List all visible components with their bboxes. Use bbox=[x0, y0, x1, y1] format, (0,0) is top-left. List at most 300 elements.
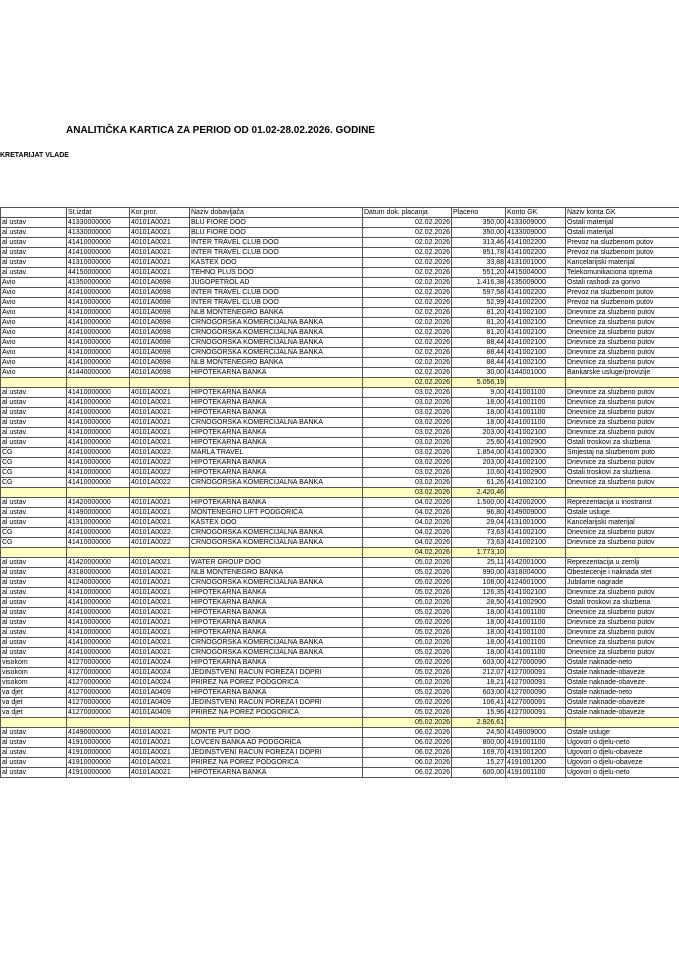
col-izdat-cell: 41270000000 bbox=[67, 668, 130, 678]
col-placeno-cell: 600,00 bbox=[452, 768, 506, 778]
col-program-cell: visokom bbox=[1, 668, 67, 678]
col-izdat-cell: 41410000000 bbox=[67, 608, 130, 618]
col-izdat-cell bbox=[67, 378, 130, 388]
table-body bbox=[1, 218, 679, 778]
col-program-cell: al ustav bbox=[1, 498, 67, 508]
col-izdat-cell: 41410000000 bbox=[67, 618, 130, 628]
col-izdat-cell: 41270000000 bbox=[67, 708, 130, 718]
col-korisnik-cell: 40101A0021 bbox=[130, 568, 190, 578]
col-konto-cell: 4144001000 bbox=[506, 368, 566, 378]
col-naziv-konta-cell: Ostale naknade-obaveze bbox=[566, 708, 679, 718]
col-placeno-cell: 18,00 bbox=[452, 638, 506, 648]
col-izdat-cell: 41270000000 bbox=[67, 678, 130, 688]
col-konto-cell: 4141002100 bbox=[506, 428, 566, 438]
col-dobavljac-cell: HIPOTEKARNA BANKA bbox=[190, 688, 363, 698]
header-col-dobavljac: Naziv dobavljača bbox=[190, 208, 363, 218]
col-izdat-cell: 41410000000 bbox=[67, 328, 130, 338]
col-placeno-cell: 33,88 bbox=[452, 258, 506, 268]
col-datum-cell: 03.02.2026 bbox=[363, 488, 452, 498]
col-dobavljac-cell: TEHNO PLUS DOO bbox=[190, 268, 363, 278]
col-dobavljac-cell: CRNOGORSKA KOMERCIJALNA BANKA bbox=[190, 538, 363, 548]
col-dobavljac-cell: MONTE PUT DOO bbox=[190, 728, 363, 738]
col-program-cell: al ustav bbox=[1, 398, 67, 408]
col-korisnik-cell: 40101A0022 bbox=[130, 538, 190, 548]
col-program-cell: CG bbox=[1, 458, 67, 468]
col-izdat-cell: 41410000000 bbox=[67, 528, 130, 538]
col-program-cell: Avio bbox=[1, 288, 67, 298]
col-program-cell bbox=[1, 548, 67, 558]
col-datum-cell: 04.02.2026 bbox=[363, 538, 452, 548]
col-datum-cell: 05.02.2026 bbox=[363, 708, 452, 718]
col-naziv-konta-cell: Dnevnice za sluzbeno putov bbox=[566, 358, 679, 368]
col-program-cell: al ustav bbox=[1, 638, 67, 648]
col-korisnik-cell: 40101A0021 bbox=[130, 578, 190, 588]
col-program-cell: Avio bbox=[1, 278, 67, 288]
col-konto-cell: 4127000090 bbox=[506, 658, 566, 668]
col-konto-cell: 4318004000 bbox=[506, 568, 566, 578]
col-korisnik-cell: 40101A0021 bbox=[130, 748, 190, 758]
col-placeno-cell: 18,00 bbox=[452, 398, 506, 408]
col-konto-cell: 4141002100 bbox=[506, 338, 566, 348]
col-konto-cell: 4149009000 bbox=[506, 508, 566, 518]
col-izdat-cell: 41910000000 bbox=[67, 758, 130, 768]
col-datum-cell: 02.02.2026 bbox=[363, 248, 452, 258]
col-korisnik-cell: 40101A0021 bbox=[130, 738, 190, 748]
col-datum-cell: 05.02.2026 bbox=[363, 578, 452, 588]
col-datum-cell: 02.02.2026 bbox=[363, 268, 452, 278]
col-program-cell: al ustav bbox=[1, 578, 67, 588]
col-datum-cell: 05.02.2026 bbox=[363, 668, 452, 678]
col-dobavljac-cell: HIPOTEKARNA BANKA bbox=[190, 408, 363, 418]
col-naziv-konta-cell bbox=[566, 548, 679, 558]
col-naziv-konta-cell bbox=[566, 718, 679, 728]
col-datum-cell: 03.02.2026 bbox=[363, 408, 452, 418]
col-placeno-cell: 1.854,00 bbox=[452, 448, 506, 458]
subtotal-row bbox=[1, 718, 679, 728]
col-dobavljac-cell: CRNOGORSKA KOMERCIJALNA BANKA bbox=[190, 418, 363, 428]
col-program-cell: al ustav bbox=[1, 728, 67, 738]
col-program-cell: al ustav bbox=[1, 408, 67, 418]
col-datum-cell: 02.02.2026 bbox=[363, 378, 452, 388]
col-izdat-cell: 41410000000 bbox=[67, 588, 130, 598]
col-korisnik-cell bbox=[130, 488, 190, 498]
col-korisnik-cell: 40101A0021 bbox=[130, 628, 190, 638]
col-program-cell: al ustav bbox=[1, 568, 67, 578]
col-izdat-cell: 43180000000 bbox=[67, 568, 130, 578]
col-konto-cell bbox=[506, 488, 566, 498]
col-naziv-konta-cell: Bankarske usluge/provizije bbox=[566, 368, 679, 378]
table-row bbox=[1, 218, 679, 228]
col-konto-cell: 4141002200 bbox=[506, 238, 566, 248]
col-dobavljac-cell: JEDINSTVENI RACUN POREZA I DOPRI bbox=[190, 698, 363, 708]
col-izdat-cell: 44150000000 bbox=[67, 268, 130, 278]
col-dobavljac-cell: CRNOGORSKA KOMERCIJALNA BANKA bbox=[190, 318, 363, 328]
col-placeno-cell: 96,80 bbox=[452, 508, 506, 518]
col-placeno-cell: 25,11 bbox=[452, 558, 506, 568]
table-row bbox=[1, 438, 679, 448]
col-korisnik-cell: 40101A0021 bbox=[130, 558, 190, 568]
col-izdat-cell: 41270000000 bbox=[67, 658, 130, 668]
col-korisnik-cell: 40101A0021 bbox=[130, 638, 190, 648]
col-dobavljac-cell: PRIREZ NA POREZ PODGORICA bbox=[190, 678, 363, 688]
col-naziv-konta-cell: Dnevnice za sluzbeno putov bbox=[566, 328, 679, 338]
table-row bbox=[1, 608, 679, 618]
col-datum-cell: 04.02.2026 bbox=[363, 518, 452, 528]
col-korisnik-cell: 40101A0698 bbox=[130, 328, 190, 338]
col-dobavljac-cell: INTER TRAVEL CLUB DOO bbox=[190, 288, 363, 298]
col-placeno-cell: 5.056,19 bbox=[452, 378, 506, 388]
col-izdat-cell: 41410000000 bbox=[67, 398, 130, 408]
table-row bbox=[1, 298, 679, 308]
col-datum-cell: 02.02.2026 bbox=[363, 308, 452, 318]
col-konto-cell: 4141002900 bbox=[506, 438, 566, 448]
table-row bbox=[1, 388, 679, 398]
col-dobavljac-cell: JUGOPETROL AD bbox=[190, 278, 363, 288]
col-izdat-cell: 41490000000 bbox=[67, 728, 130, 738]
col-korisnik-cell: 40101A0021 bbox=[130, 238, 190, 248]
col-konto-cell: 4141001100 bbox=[506, 388, 566, 398]
col-dobavljac-cell: CRNOGORSKA KOMERCIJALNA BANKA bbox=[190, 648, 363, 658]
table-row bbox=[1, 708, 679, 718]
col-placeno-cell: 603,00 bbox=[452, 688, 506, 698]
col-dobavljac-cell: HIPOTEKARNA BANKA bbox=[190, 588, 363, 598]
col-naziv-konta-cell: Reprezentacija u zemlji bbox=[566, 558, 679, 568]
col-korisnik-cell: 40101A0021 bbox=[130, 398, 190, 408]
col-korisnik-cell: 40101A0698 bbox=[130, 288, 190, 298]
col-dobavljac-cell: HIPOTEKARNA BANKA bbox=[190, 608, 363, 618]
col-izdat-cell: 41420000000 bbox=[67, 498, 130, 508]
col-program-cell: Avio bbox=[1, 368, 67, 378]
table-row bbox=[1, 478, 679, 488]
col-placeno-cell: 30,00 bbox=[452, 368, 506, 378]
col-naziv-konta-cell: Ostale naknade-obaveze bbox=[566, 698, 679, 708]
col-konto-cell: 4141002100 bbox=[506, 588, 566, 598]
table-row bbox=[1, 448, 679, 458]
col-konto-cell: 4142001000 bbox=[506, 558, 566, 568]
col-naziv-konta-cell: Prevoz na sluzbenom putov bbox=[566, 288, 679, 298]
col-konto-cell: 4133009000 bbox=[506, 218, 566, 228]
table-row bbox=[1, 538, 679, 548]
col-naziv-konta-cell: Ugovori o djelu-neto bbox=[566, 738, 679, 748]
col-datum-cell: 05.02.2026 bbox=[363, 688, 452, 698]
subtotal-row bbox=[1, 548, 679, 558]
col-program-cell: Avio bbox=[1, 298, 67, 308]
col-konto-cell: 4135009000 bbox=[506, 278, 566, 288]
col-placeno-cell: 2.926,61 bbox=[452, 718, 506, 728]
ledger-table bbox=[0, 207, 679, 778]
col-konto-cell: 4191001200 bbox=[506, 758, 566, 768]
col-korisnik-cell: 40101A0698 bbox=[130, 278, 190, 288]
table-row bbox=[1, 288, 679, 298]
col-korisnik-cell: 40101A0021 bbox=[130, 768, 190, 778]
col-izdat-cell: 41410000000 bbox=[67, 628, 130, 638]
col-program-cell: visokom bbox=[1, 658, 67, 668]
col-naziv-konta-cell: Kancelarijski materijal bbox=[566, 258, 679, 268]
col-korisnik-cell: 40101A0021 bbox=[130, 728, 190, 738]
col-korisnik-cell: 40101A0409 bbox=[130, 688, 190, 698]
col-izdat-cell: 41410000000 bbox=[67, 638, 130, 648]
col-dobavljac-cell: CRNOGORSKA KOMERCIJALNA BANKA bbox=[190, 578, 363, 588]
col-korisnik-cell: 40101A0021 bbox=[130, 598, 190, 608]
col-konto-cell: 4131001000 bbox=[506, 518, 566, 528]
col-konto-cell: 4127000091 bbox=[506, 668, 566, 678]
col-korisnik-cell: 40101A0021 bbox=[130, 388, 190, 398]
col-konto-cell: 4141001100 bbox=[506, 608, 566, 618]
col-placeno-cell: 800,00 bbox=[452, 738, 506, 748]
table-row bbox=[1, 698, 679, 708]
col-placeno-cell: 15,96 bbox=[452, 708, 506, 718]
col-datum-cell: 02.02.2026 bbox=[363, 288, 452, 298]
col-placeno-cell: 73,63 bbox=[452, 528, 506, 538]
table-row bbox=[1, 328, 679, 338]
col-korisnik-cell: 40101A0698 bbox=[130, 338, 190, 348]
col-korisnik-cell bbox=[130, 378, 190, 388]
col-korisnik-cell: 40101A0021 bbox=[130, 248, 190, 258]
table-row bbox=[1, 558, 679, 568]
col-naziv-konta-cell: Ostale usluge bbox=[566, 728, 679, 738]
table-row bbox=[1, 498, 679, 508]
col-placeno-cell: 603,00 bbox=[452, 658, 506, 668]
col-konto-cell: 4141002100 bbox=[506, 318, 566, 328]
col-datum-cell: 05.02.2026 bbox=[363, 718, 452, 728]
table-row bbox=[1, 748, 679, 758]
col-dobavljac-cell: MARLA TRAVEL bbox=[190, 448, 363, 458]
col-dobavljac-cell: JEDINSTVENI RACUN POREZA I DOPRI bbox=[190, 668, 363, 678]
col-program-cell: al ustav bbox=[1, 588, 67, 598]
col-program-cell: va djet bbox=[1, 688, 67, 698]
table-row bbox=[1, 568, 679, 578]
col-naziv-konta-cell: Dnevnice za sluzbeno putov bbox=[566, 648, 679, 658]
col-naziv-konta-cell: Dnevnice za sluzbeno putov bbox=[566, 398, 679, 408]
col-naziv-konta-cell: Kancelarijski materijal bbox=[566, 518, 679, 528]
col-korisnik-cell: 40101A0021 bbox=[130, 438, 190, 448]
report-subtitle: KRETARIJAT VLADE bbox=[0, 152, 69, 159]
report-title: ANALITIČKA KARTICA ZA PERIOD OD 01.02-28.02.2026. GODINE bbox=[66, 125, 375, 136]
col-izdat-cell: 41410000000 bbox=[67, 648, 130, 658]
col-dobavljac-cell: WATER GROUP DOO bbox=[190, 558, 363, 568]
col-konto-cell: 4415004000 bbox=[506, 268, 566, 278]
col-placeno-cell: 851,78 bbox=[452, 248, 506, 258]
col-dobavljac-cell: KASTEX DOO bbox=[190, 518, 363, 528]
table-row bbox=[1, 578, 679, 588]
table-row bbox=[1, 238, 679, 248]
col-naziv-konta-cell: Telekomunikaciona oprema bbox=[566, 268, 679, 278]
header-col-datum: Datum dok. placanja bbox=[363, 208, 452, 218]
col-izdat-cell: 41410000000 bbox=[67, 438, 130, 448]
col-datum-cell: 05.02.2026 bbox=[363, 648, 452, 658]
col-naziv-konta-cell: Ugovori o djelu-obaveze bbox=[566, 748, 679, 758]
col-datum-cell: 05.02.2026 bbox=[363, 568, 452, 578]
col-izdat-cell bbox=[67, 548, 130, 558]
col-naziv-konta-cell: Ostale naknade-neto bbox=[566, 658, 679, 668]
col-program-cell: al ustav bbox=[1, 768, 67, 778]
col-konto-cell: 4141001100 bbox=[506, 638, 566, 648]
col-datum-cell: 02.02.2026 bbox=[363, 228, 452, 238]
col-datum-cell: 03.02.2026 bbox=[363, 428, 452, 438]
col-datum-cell: 03.02.2026 bbox=[363, 468, 452, 478]
col-dobavljac-cell: MONTENEGRO LIFT PODGORICA bbox=[190, 508, 363, 518]
col-program-cell bbox=[1, 718, 67, 728]
col-placeno-cell: 313,46 bbox=[452, 238, 506, 248]
col-izdat-cell: 41410000000 bbox=[67, 238, 130, 248]
table-row bbox=[1, 688, 679, 698]
col-program-cell: CG bbox=[1, 468, 67, 478]
col-izdat-cell: 41410000000 bbox=[67, 248, 130, 258]
col-konto-cell: 4127000091 bbox=[506, 698, 566, 708]
col-placeno-cell: 350,00 bbox=[452, 228, 506, 238]
col-datum-cell: 06.02.2026 bbox=[363, 738, 452, 748]
col-dobavljac-cell: CRNOGORSKA KOMERCIJALNA BANKA bbox=[190, 528, 363, 538]
col-izdat-cell: 41410000000 bbox=[67, 468, 130, 478]
col-izdat-cell: 41350000000 bbox=[67, 278, 130, 288]
col-korisnik-cell: 40101A0021 bbox=[130, 418, 190, 428]
col-program-cell: va djet bbox=[1, 698, 67, 708]
col-dobavljac-cell: HIPOTEKARNA BANKA bbox=[190, 628, 363, 638]
col-korisnik-cell: 40101A0022 bbox=[130, 528, 190, 538]
col-datum-cell: 02.02.2026 bbox=[363, 358, 452, 368]
col-naziv-konta-cell: Dnevnice za sluzbeno putov bbox=[566, 428, 679, 438]
col-dobavljac-cell: HIPOTEKARNA BANKA bbox=[190, 368, 363, 378]
col-dobavljac-cell: HIPOTEKARNA BANKA bbox=[190, 458, 363, 468]
col-datum-cell: 02.02.2026 bbox=[363, 318, 452, 328]
col-program-cell: Avio bbox=[1, 338, 67, 348]
col-dobavljac-cell: HIPOTEKARNA BANKA bbox=[190, 598, 363, 608]
col-program-cell: al ustav bbox=[1, 258, 67, 268]
col-naziv-konta-cell: Dnevnice za sluzbeno putov bbox=[566, 528, 679, 538]
col-naziv-konta-cell: Ostale usluge bbox=[566, 508, 679, 518]
col-korisnik-cell: 40101A0409 bbox=[130, 708, 190, 718]
col-datum-cell: 05.02.2026 bbox=[363, 658, 452, 668]
col-dobavljac-cell: KASTEX DOO bbox=[190, 258, 363, 268]
col-program-cell: CG bbox=[1, 478, 67, 488]
col-datum-cell: 03.02.2026 bbox=[363, 398, 452, 408]
col-naziv-konta-cell: Dnevnice za sluzbeno putov bbox=[566, 338, 679, 348]
col-naziv-konta-cell: Dnevnice za sluzbeno putov bbox=[566, 608, 679, 618]
col-program-cell: visokom bbox=[1, 678, 67, 688]
col-naziv-konta-cell: Jubilarne nagrade bbox=[566, 578, 679, 588]
table-row bbox=[1, 768, 679, 778]
col-placeno-cell: 1.416,38 bbox=[452, 278, 506, 288]
col-program-cell: CG bbox=[1, 448, 67, 458]
col-program-cell: al ustav bbox=[1, 628, 67, 638]
col-datum-cell: 05.02.2026 bbox=[363, 608, 452, 618]
col-placeno-cell: 1.500,00 bbox=[452, 498, 506, 508]
header-col-naziv-konta: Naziv konta GK bbox=[566, 208, 679, 218]
col-datum-cell: 02.02.2026 bbox=[363, 238, 452, 248]
col-izdat-cell: 41270000000 bbox=[67, 688, 130, 698]
col-program-cell: CG bbox=[1, 538, 67, 548]
col-izdat-cell: 41410000000 bbox=[67, 478, 130, 488]
table-row bbox=[1, 678, 679, 688]
col-korisnik-cell: 40101A0021 bbox=[130, 428, 190, 438]
col-korisnik-cell: 40101A0698 bbox=[130, 308, 190, 318]
col-placeno-cell: 88,44 bbox=[452, 358, 506, 368]
col-program-cell: al ustav bbox=[1, 388, 67, 398]
col-dobavljac-cell: HIPOTEKARNA BANKA bbox=[190, 388, 363, 398]
col-datum-cell: 02.02.2026 bbox=[363, 368, 452, 378]
col-konto-cell: 4141002900 bbox=[506, 468, 566, 478]
col-program-cell: al ustav bbox=[1, 418, 67, 428]
col-naziv-konta-cell: Prevoz na sluzbenom putov bbox=[566, 238, 679, 248]
col-naziv-konta-cell: Prevoz na sluzbenom putov bbox=[566, 248, 679, 258]
col-korisnik-cell: 40101A0698 bbox=[130, 318, 190, 328]
table-row bbox=[1, 658, 679, 668]
col-korisnik-cell: 40101A0022 bbox=[130, 448, 190, 458]
col-korisnik-cell: 40101A0021 bbox=[130, 218, 190, 228]
col-datum-cell: 06.02.2026 bbox=[363, 728, 452, 738]
col-konto-cell: 4127000091 bbox=[506, 708, 566, 718]
col-placeno-cell: 81,20 bbox=[452, 318, 506, 328]
col-placeno-cell: 28,50 bbox=[452, 598, 506, 608]
col-korisnik-cell: 40101A0022 bbox=[130, 458, 190, 468]
col-dobavljac-cell: CRNOGORSKA KOMERCIJALNA BANKA bbox=[190, 348, 363, 358]
col-placeno-cell: 81,20 bbox=[452, 328, 506, 338]
col-konto-cell: 4141002100 bbox=[506, 358, 566, 368]
table-row bbox=[1, 618, 679, 628]
col-program-cell: al ustav bbox=[1, 758, 67, 768]
col-izdat-cell: 41330000000 bbox=[67, 228, 130, 238]
col-program-cell: al ustav bbox=[1, 248, 67, 258]
col-izdat-cell bbox=[67, 718, 130, 728]
col-naziv-konta-cell: Ostali materijal bbox=[566, 228, 679, 238]
col-konto-cell: 4141002200 bbox=[506, 248, 566, 258]
col-dobavljac-cell: NLB MONTENEGRO BANKA bbox=[190, 308, 363, 318]
col-korisnik-cell: 40101A0021 bbox=[130, 498, 190, 508]
col-program-cell: al ustav bbox=[1, 748, 67, 758]
col-korisnik-cell: 40101A0021 bbox=[130, 228, 190, 238]
col-placeno-cell: 24,50 bbox=[452, 728, 506, 738]
col-konto-cell: 4141001100 bbox=[506, 628, 566, 638]
col-konto-cell: 4141001100 bbox=[506, 648, 566, 658]
col-konto-cell: 4191001200 bbox=[506, 748, 566, 758]
col-placeno-cell: 18,00 bbox=[452, 648, 506, 658]
col-korisnik-cell: 40101A0021 bbox=[130, 758, 190, 768]
table-row bbox=[1, 318, 679, 328]
col-placeno-cell: 18,00 bbox=[452, 408, 506, 418]
col-datum-cell: 06.02.2026 bbox=[363, 748, 452, 758]
col-korisnik-cell: 40101A0021 bbox=[130, 268, 190, 278]
col-izdat-cell: 41410000000 bbox=[67, 338, 130, 348]
col-dobavljac-cell: HIPOTEKARNA BANKA bbox=[190, 618, 363, 628]
table-row bbox=[1, 598, 679, 608]
col-izdat-cell: 41410000000 bbox=[67, 458, 130, 468]
col-program-cell bbox=[1, 378, 67, 388]
col-naziv-konta-cell: Dnevnice za sluzbeno putov bbox=[566, 348, 679, 358]
col-placeno-cell: 126,35 bbox=[452, 588, 506, 598]
table-row bbox=[1, 468, 679, 478]
col-program-cell: Avio bbox=[1, 358, 67, 368]
col-program-cell: al ustav bbox=[1, 508, 67, 518]
table-row bbox=[1, 668, 679, 678]
col-placeno-cell: 212,07 bbox=[452, 668, 506, 678]
col-izdat-cell: 41310000000 bbox=[67, 518, 130, 528]
col-placeno-cell: 350,00 bbox=[452, 218, 506, 228]
col-konto-cell: 4127000090 bbox=[506, 688, 566, 698]
col-konto-cell: 4141002200 bbox=[506, 288, 566, 298]
col-dobavljac-cell: HIPOTEKARNA BANKA bbox=[190, 498, 363, 508]
col-datum-cell: 02.02.2026 bbox=[363, 338, 452, 348]
col-naziv-konta-cell: Dnevnice za sluzbeno putov bbox=[566, 638, 679, 648]
col-konto-cell: 4141002100 bbox=[506, 458, 566, 468]
col-dobavljac-cell: INTER TRAVEL CLUB DOO bbox=[190, 238, 363, 248]
col-datum-cell: 04.02.2026 bbox=[363, 508, 452, 518]
col-program-cell: al ustav bbox=[1, 598, 67, 608]
table-row bbox=[1, 258, 679, 268]
col-placeno-cell: 18,00 bbox=[452, 608, 506, 618]
col-dobavljac-cell: HIPOTEKARNA BANKA bbox=[190, 438, 363, 448]
col-program-cell: al ustav bbox=[1, 218, 67, 228]
col-izdat-cell bbox=[67, 488, 130, 498]
